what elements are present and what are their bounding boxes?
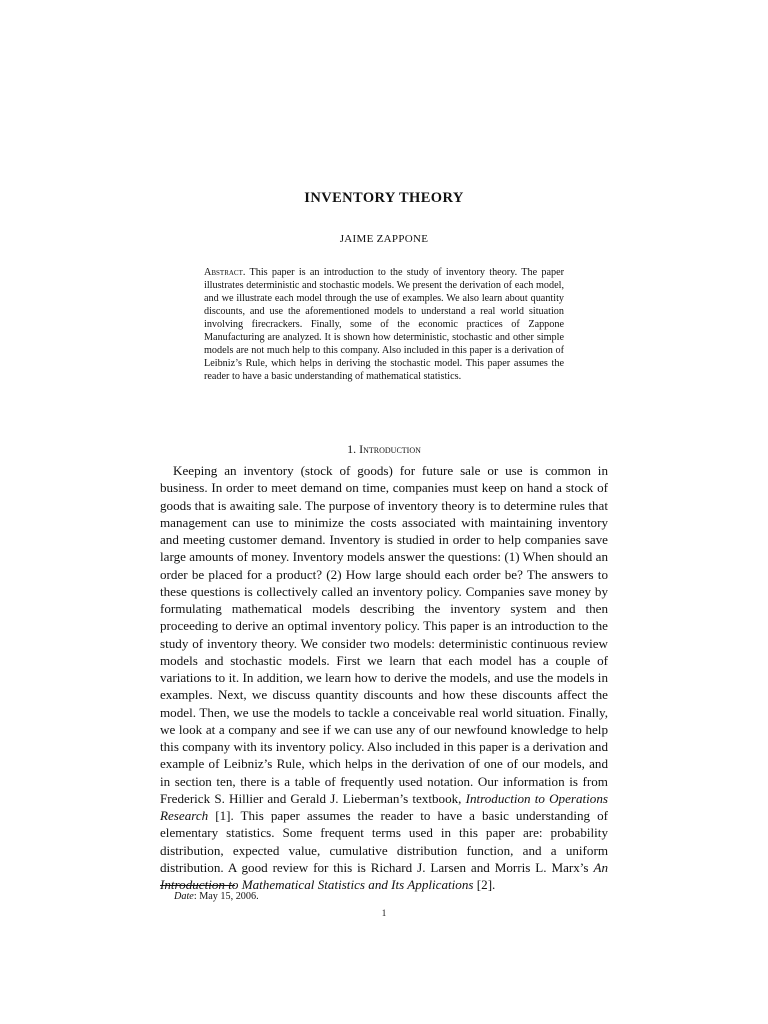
author-name: JAIME ZAPPONE: [339, 233, 429, 245]
abstract: [204, 266, 564, 383]
intro-text-part3: [2].: [473, 877, 496, 892]
footnote-label: Date: [174, 891, 194, 902]
section-title: Introduction: [359, 442, 421, 456]
intro-text-part2: [1]. This paper assumes the reader to have a basic understanding of elementary statistics. Some frequent terms used in this paper are: probability distribution, expected value, cumulative distribution function, and a uniform distribution. A good review for this is Richard J. Larsen and Morris L. Marx’s: [160, 808, 608, 875]
book-title-mathematical-statistics: An Introduction to Mathematical Statistics and Its Applications: [160, 859, 608, 892]
footnote-date: [174, 891, 259, 902]
footnote-text: : May 15, 2006.: [193, 891, 259, 902]
book-title-operations-research: Introduction to Operations Research: [160, 790, 608, 823]
intro-text-part1: Keeping an inventory (stock of goods) for future sale or use is common in business. In order to meet demand on time, companies must keep on hand a stock of goods that is awaiting sale. The purpose of inventory theory is to determine rules that management can use to minimize the costs associated with maintaining inventory and meeting customer demand. Inventory is studied in order to help companies save large amounts of money. Inventory models answer the questions: (1) When should an order be placed for a product? (2) How large should each order be? The answers to these questions is collectively called an inventory policy. Companies save money by formulating mathematical models describing the inventory system and then proceeding to derive an optimal inventory policy. This paper is an introduction to the study of inventory theory. We consider two models: deterministic continuous review models and stochastic models. First we learn that each model has a couple of variations to it. In addition, we learn how to derive the models, and use the models in examples. Next, we discuss quantity discounts and how these discounts affect the model. Then, we use the models to tackle a conceivable real world situation. Finally, we look at a company and see if we can use any of our newfound knowledge to help this company with its inventory policy. Also included in this paper is a derivation and example of Leibniz’s Rule, which helps in the derivation of one of our models, and in section ten, there is a table of frequently used notation. Our information is from Frederick S. Hillier and Gerald J. Lieberman’s textbook,: [160, 463, 608, 806]
footnote-divider: [160, 885, 235, 886]
section-heading: [0, 442, 768, 457]
abstract-text: This paper is an introduction to the study of inventory theory. The paper illustrates deterministic and stochastic models. We present the derivation of each model, and we illustrate each model through the use of examples. We also learn about quantity discounts, and use the aforementioned models to understand a real world situation involving firecrackers. Finally, some of the economic practices of Zappone Manufacturing are analyzed. It is shown how deterministic, stochastic and other simple models are not much help to this company. Also included in this paper is a derivation of Leibniz’s Rule, which helps in deriving the stochastic model. This paper assumes the reader to have a basic understanding of mathematical statistics.: [204, 267, 564, 383]
introduction-paragraph: [160, 462, 608, 893]
abstract-label: Abstract.: [204, 267, 246, 278]
paper-title: INVENTORY THEORY: [304, 190, 464, 206]
section-number: 1.: [347, 442, 357, 456]
page-number: 1: [381, 908, 387, 918]
